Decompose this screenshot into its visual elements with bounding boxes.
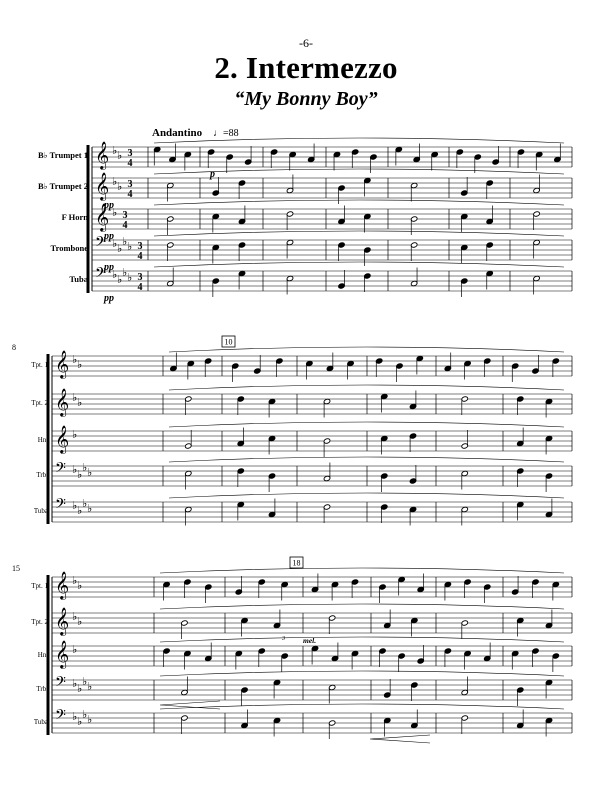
flat-icon: ♭: [72, 575, 78, 587]
time-signature-top: 3: [137, 272, 143, 283]
slur: [154, 169, 564, 174]
rehearsal-mark: 18: [292, 558, 301, 568]
staff: [62, 200, 572, 242]
flat-icon: ♭: [117, 150, 123, 162]
slur: [154, 231, 564, 236]
system-1: [38, 138, 572, 304]
flat-icon: ♭: [127, 241, 133, 253]
time-signature-bottom: 4: [127, 158, 133, 169]
instrument-label: B♭ Trumpet 2: [38, 181, 88, 191]
flat-icon: ♭: [82, 709, 88, 721]
slur: [160, 604, 564, 609]
flat-icon: ♭: [112, 207, 118, 219]
flat-icon: ♭: [112, 238, 118, 250]
slur: [169, 422, 564, 427]
flat-icon: ♭: [117, 243, 123, 255]
flat-icon: ♭: [77, 505, 83, 517]
treble-clef-icon: 𝄞: [55, 642, 70, 668]
instrument-label: Hn.: [37, 651, 48, 659]
crescendo-hairpin: [370, 735, 430, 743]
treble-clef-icon: 𝄞: [95, 205, 110, 231]
piece-title: 2. Intermezzo: [214, 50, 398, 85]
flat-icon: ♭: [77, 469, 83, 481]
metronome-marking: ♩=88: [213, 128, 239, 139]
instrument-label: F Horn: [61, 212, 88, 222]
staff: [36, 457, 572, 492]
instrument-label: Tpt. 1: [31, 361, 48, 369]
slur: [169, 493, 564, 498]
flat-icon: ♭: [72, 392, 78, 404]
slur: [169, 385, 564, 390]
flat-icon: ♭: [72, 678, 78, 690]
system-3: [12, 557, 572, 743]
flat-icon: ♭: [122, 267, 128, 279]
rehearsal-mark: 10: [224, 337, 233, 347]
flat-icon: ♭: [72, 429, 78, 441]
flat-icon: ♭: [72, 500, 78, 512]
time-signature-bottom: 4: [137, 282, 143, 293]
staff: [51, 231, 572, 273]
flat-icon: ♭: [77, 716, 83, 728]
flat-icon: ♭: [82, 676, 88, 688]
dynamic-marking: pp: [104, 200, 114, 211]
bass-clef-icon: 𝄢: [55, 496, 66, 515]
flat-icon: ♭: [72, 611, 78, 623]
treble-clef-icon: 𝄞: [55, 427, 70, 453]
staff: [31, 568, 572, 603]
instrument-label: Hn.: [37, 436, 48, 444]
flat-icon: ♭: [87, 467, 93, 479]
instrument-label: B♭ Trumpet 1: [38, 150, 88, 160]
flat-icon: ♭: [82, 498, 88, 510]
staff: [36, 671, 572, 706]
flat-icon: ♭: [72, 644, 78, 656]
treble-clef-icon: 𝄞: [55, 390, 70, 416]
flat-icon: ♭: [127, 272, 133, 284]
treble-clef-icon: 𝄞: [95, 174, 110, 200]
time-signature-top: 3: [137, 241, 143, 252]
treble-clef-icon: 𝄞: [55, 573, 70, 599]
time-signature-bottom: 4: [137, 251, 143, 262]
flat-icon: ♭: [77, 580, 83, 592]
slur: [169, 457, 564, 462]
instrument-label: Tuba: [69, 274, 88, 284]
slur: [154, 200, 564, 205]
bass-clef-icon: 𝄢: [55, 674, 66, 693]
instrument-label: Trombone: [50, 243, 88, 253]
flat-icon: ♭: [87, 714, 93, 726]
staff: [38, 169, 572, 211]
dynamic-marking: p: [210, 169, 215, 180]
flat-icon: ♭: [112, 176, 118, 188]
flat-icon: ♭: [87, 503, 93, 515]
flat-icon: ♭: [77, 683, 83, 695]
instrument-label: Tpt. 2: [31, 399, 48, 407]
tempo-marking: Andantino: [152, 127, 203, 139]
flat-icon: ♭: [77, 359, 83, 371]
flat-icon: ♭: [122, 236, 128, 248]
flat-icon: ♭: [112, 269, 118, 281]
time-signature-bottom: 4: [127, 189, 133, 200]
system-2: [12, 336, 572, 526]
instrument-label: Tpt. 1: [31, 582, 48, 590]
instrument-label: Trb.: [36, 685, 48, 693]
staff: [38, 422, 572, 457]
flat-icon: ♭: [112, 145, 118, 157]
flat-icon: ♭: [82, 462, 88, 474]
staff: [38, 138, 572, 180]
instrument-label: Tuba: [33, 718, 48, 726]
expression-mel: mel.: [303, 636, 317, 645]
instrument-label: Trb.: [36, 471, 48, 479]
slur: [154, 262, 564, 267]
flat-icon: ♭: [77, 616, 83, 628]
measure-number: 15: [12, 564, 20, 573]
staff: [31, 347, 572, 382]
flat-icon: ♭: [72, 354, 78, 366]
dynamic-marking: pp: [104, 231, 114, 242]
treble-clef-icon: 𝄞: [95, 143, 110, 169]
time-signature-top: 3: [127, 179, 133, 190]
staff: [31, 385, 572, 418]
tuplet-number: 3: [282, 636, 285, 642]
staff: [34, 493, 572, 526]
slur: [160, 568, 564, 573]
slur: [169, 347, 564, 352]
staff: [69, 262, 572, 304]
piece-subtitle: “My Bonny Boy”: [234, 88, 378, 110]
bass-clef-icon: 𝄢: [55, 707, 66, 726]
instrument-label: Tuba: [33, 507, 48, 515]
treble-clef-icon: 𝄞: [55, 352, 70, 378]
slur: [160, 704, 564, 709]
time-signature-bottom: 4: [122, 220, 128, 231]
bass-clef-icon: 𝄢: [95, 265, 106, 284]
flat-icon: ♭: [72, 464, 78, 476]
time-signature-top: 3: [122, 210, 128, 221]
flat-icon: ♭: [87, 681, 93, 693]
dynamic-marking: pp: [104, 262, 114, 273]
flat-icon: ♭: [117, 274, 123, 286]
slur: [160, 637, 564, 642]
bass-clef-icon: 𝄢: [95, 234, 106, 253]
staff: [31, 604, 572, 639]
slur: [160, 671, 564, 676]
measure-number: 8: [12, 343, 16, 352]
instrument-label: Tpt. 2: [31, 618, 48, 626]
dynamic-marking: pp: [104, 293, 114, 304]
staff: [34, 704, 572, 739]
page-number: -6-: [299, 36, 313, 50]
flat-icon: ♭: [117, 181, 123, 193]
treble-clef-icon: 𝄞: [55, 609, 70, 635]
flat-icon: ♭: [77, 397, 83, 409]
time-signature-top: 3: [127, 148, 133, 159]
flat-icon: ♭: [72, 711, 78, 723]
bass-clef-icon: 𝄢: [55, 460, 66, 479]
